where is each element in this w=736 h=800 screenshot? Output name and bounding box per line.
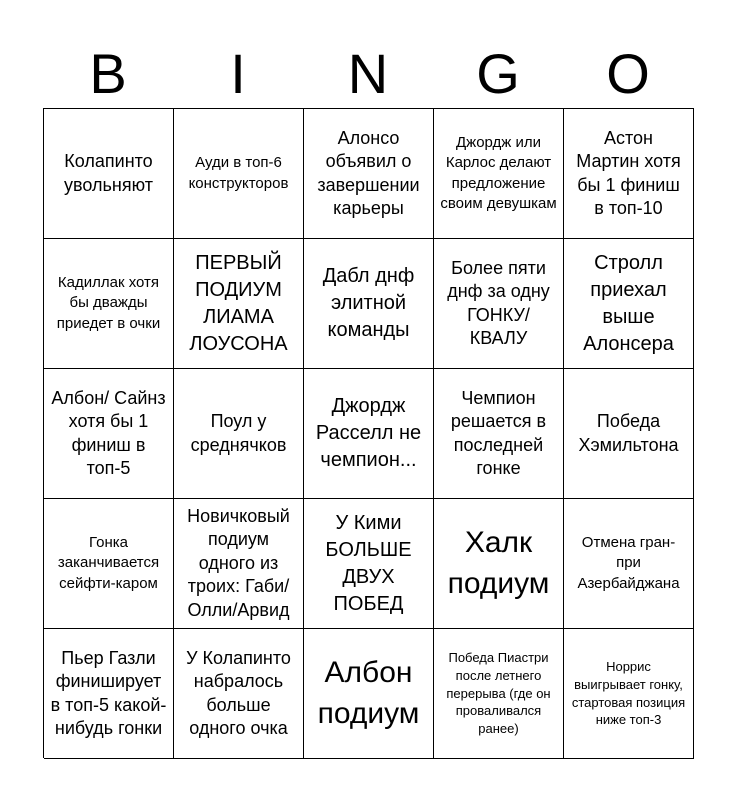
bingo-cell[interactable]: Пьер Газли финиширует в топ-5 какой-нибудь гонки (44, 629, 174, 759)
bingo-cell[interactable]: Кадиллак хотя бы дважды приедет в очки (44, 239, 174, 369)
bingo-cell[interactable]: Джордж или Карлос делают предложение своим девушкам (434, 109, 564, 239)
bingo-cell[interactable]: Джордж Расселл не чемпион... (304, 369, 434, 499)
bingo-cell[interactable]: Норрис выигрывает гонку, стартовая позиция ниже топ-3 (564, 629, 694, 759)
header-letter-i: I (230, 42, 246, 105)
bingo-cell[interactable]: Албон подиум (304, 629, 434, 759)
bingo-cell[interactable]: Более пяти днф за одну ГОНКУ/ КВАЛУ (434, 239, 564, 369)
bingo-cell[interactable]: Халк подиум (434, 499, 564, 629)
bingo-cell[interactable]: Алонсо объявил о завершении карьеры (304, 109, 434, 239)
bingo-cell[interactable]: Гонка заканчивается сейфти-каром (44, 499, 174, 629)
header-letter-g: G (476, 42, 520, 105)
bingo-grid (43, 108, 694, 758)
bingo-cell[interactable]: Колапинто увольняют (44, 109, 174, 239)
bingo-cell[interactable]: Стролл приехал выше Алонсера (564, 239, 694, 369)
header-letter-o: O (606, 42, 650, 105)
bingo-cell[interactable]: Победа Хэмильтона (564, 369, 694, 499)
bingo-cell[interactable]: Победа Пиастри после летнего перерыва (где он проваливался ранее) (434, 629, 564, 759)
bingo-cell[interactable]: Албон/ Сайнз хотя бы 1 финиш в топ-5 (44, 369, 174, 499)
bingo-cell[interactable]: Дабл днф элитной команды (304, 239, 434, 369)
header-letter-b: B (89, 42, 127, 105)
bingo-cell[interactable]: Чемпион решается в последней гонке (434, 369, 564, 499)
bingo-cell[interactable]: Астон Мартин хотя бы 1 финиш в топ-10 (564, 109, 694, 239)
bingo-cell[interactable]: Поул у среднячков (174, 369, 304, 499)
bingo-cell[interactable]: У Кими БОЛЬШЕ ДВУХ ПОБЕД (304, 499, 434, 629)
bingo-cell[interactable]: Отмена гран-при Азербайджана (564, 499, 694, 629)
bingo-cell[interactable]: ПЕРВЫЙ ПОДИУМ ЛИАМА ЛОУСОНА (174, 239, 304, 369)
bingo-cell[interactable]: У Колапинто набралось больше одного очка (174, 629, 304, 759)
bingo-cell[interactable]: Ауди в топ-6 конструкторов (174, 109, 304, 239)
header-letter-n: N (347, 42, 389, 105)
bingo-header (43, 40, 693, 108)
bingo-cell[interactable]: Новичковый подиум одного из троих: Габи/ Олли/Арвид (174, 499, 304, 629)
